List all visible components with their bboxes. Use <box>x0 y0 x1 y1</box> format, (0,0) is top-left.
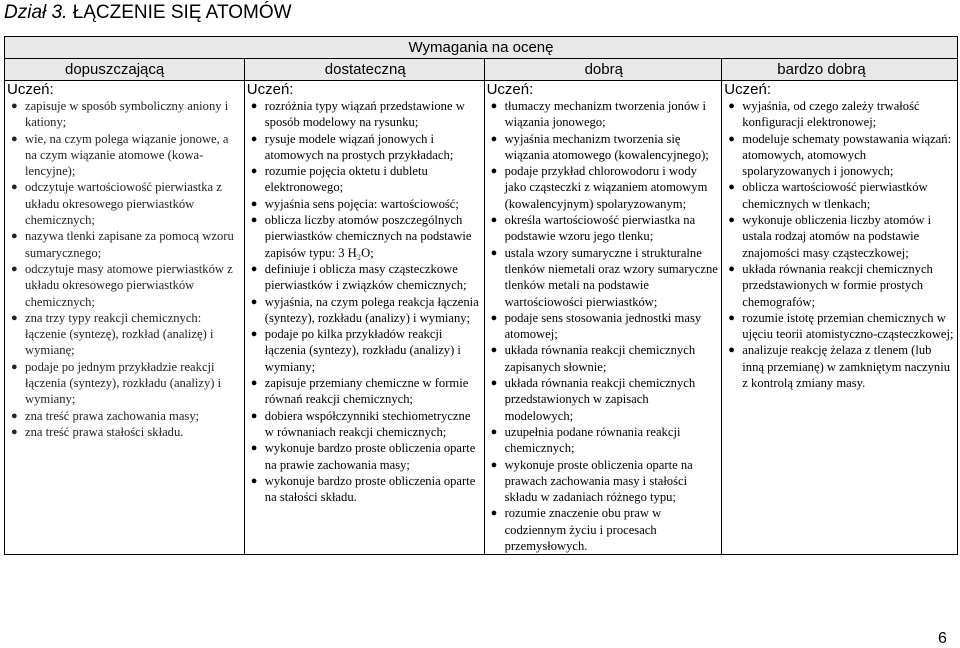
bullet-dot-icon: ● <box>490 507 498 520</box>
requirement-item <box>11 98 242 131</box>
bullet-dot-icon: ● <box>728 100 735 112</box>
requirement-item <box>490 131 720 164</box>
bullet-dot-icon: ● <box>11 425 18 438</box>
requirement-item <box>11 408 242 424</box>
requirement-item <box>728 212 955 261</box>
requirement-text: tłumaczy mechanizm tworzenia jonów i wiązania jonowego; <box>504 99 706 130</box>
requirement-text: rysuje modele wiązań jonowych i atomowych na prostych przykładach; <box>264 131 454 162</box>
bullet-dot-icon: ● <box>728 344 735 357</box>
requirement-text: rozróżnia typy wiązań przedstawione w sposób modelowy na rysunku; <box>264 99 465 130</box>
requirement-text: odczytuje masy atomowe pierwiastków z układu okresowego pierwiastków chemicznych; <box>25 261 233 309</box>
bullet-dot-icon: ● <box>490 425 498 438</box>
requirement-item <box>728 98 955 131</box>
banner-row <box>5 37 958 59</box>
requirement-text: wykonuje proste obliczenia oparte na prawach zachowania masy i stałości składu w zadaniach różnego typu; <box>504 457 693 505</box>
page-number: 6 <box>938 630 947 647</box>
bullet-dot-icon: ● <box>11 311 18 324</box>
requirement-item <box>728 342 955 391</box>
requirement-text: układa równania reakcji chemicznych zapisanych słownie; <box>504 343 696 374</box>
requirement-item <box>11 359 242 408</box>
requirement-item <box>11 179 242 228</box>
requirement-text: dobiera współczynniki stechiometryczne w równaniach reakcji chemicznych; <box>264 408 471 439</box>
requirement-item <box>490 375 720 424</box>
bullet-dot-icon: ● <box>11 360 18 373</box>
requirement-item <box>250 408 482 441</box>
requirement-text: wyjaśnia mechanizm tworzenia się wiązania atomowego (kowalencyjnego); <box>504 131 709 162</box>
bullet-dot-icon: ● <box>250 409 258 422</box>
bullet-dot-icon: ● <box>490 311 498 324</box>
bullet-dot-icon: ● <box>490 344 498 357</box>
requirement-item <box>728 261 955 310</box>
requirement-text: rozumie istotę przemian chemicznych w ujęciu teorii atomistyczno-cząsteczkowej; <box>742 310 954 342</box>
requirement-item <box>490 457 720 506</box>
bullet-dot-icon: ● <box>490 377 498 390</box>
page-title <box>4 2 292 24</box>
requirement-item <box>11 310 242 359</box>
requirement-text: wyjaśnia, na czym polega reakcja łączenia (syntezy), rozkładu (analizy) i wymiany; <box>264 294 479 325</box>
requirement-text: rozumie pojęcia oktetu i dubletu elektronowego; <box>264 164 428 195</box>
requirements-table <box>4 36 958 555</box>
requirement-text: nazywa tlenki zapisane za pomocą wzoru sumarycznego; <box>25 229 234 260</box>
requirement-item <box>490 212 720 245</box>
bullet-dot-icon: ● <box>490 214 498 227</box>
bullet-dot-icon: ● <box>11 230 18 243</box>
requirement-text: zna treść prawa stałości składu. <box>25 424 184 439</box>
requirement-text: wykonuje bardzo proste obliczenia oparte na prawie zachowania masy; <box>264 441 476 472</box>
bullet-dot-icon: ● <box>490 100 498 112</box>
bullet-dot-icon: ● <box>250 165 258 178</box>
requirement-item <box>490 310 720 343</box>
requirement-item <box>250 131 482 164</box>
requirement-text: oblicza liczby atomów poszczególnych pierwiastków chemicznych na podstawie zapisów typu: 3 H₂O; <box>264 213 472 260</box>
requirement-item <box>728 310 955 343</box>
requirement-text: wykonuje bardzo proste obliczenia oparte na stałości składu. <box>264 473 476 505</box>
grade-header: dopuszczającą <box>5 59 245 81</box>
column-heading: Uczeń: <box>486 81 534 98</box>
bullet-dot-icon: ● <box>11 409 18 422</box>
bullet-dot-icon: ● <box>728 132 735 145</box>
requirements-list <box>722 98 957 391</box>
requirement-item <box>11 228 242 261</box>
requirement-item <box>11 261 242 310</box>
requirements-column <box>244 81 484 555</box>
requirement-text: modeluje schematy powstawania wiązań: atomowych, atomowych spolaryzowanych i jonowych; <box>742 131 952 179</box>
requirement-item <box>11 424 242 440</box>
requirements-column <box>484 81 722 555</box>
requirement-item <box>250 98 482 131</box>
requirement-item <box>490 163 720 212</box>
requirement-text: wykonuje obliczenia liczby atomów i ustala rodzaj atomów na podstawie znajomości masy cząsteczkowej; <box>742 213 932 260</box>
requirement-item <box>250 326 482 375</box>
requirement-text: odczytuje wartościowość pierwiastka z układu okresowego pierwiastków chemicznych; <box>25 180 222 228</box>
requirement-text: układa równania reakcji chemicznych przedstawionych w zapisach modelowych; <box>504 376 696 423</box>
grades-row <box>5 59 958 81</box>
requirement-text: definiuje i oblicza masy cząsteczkowe pierwiastków i związków chemicznych; <box>264 261 467 293</box>
requirement-text: podaje po jednym przykładzie reakcji łączenia (syntezy), rozkładu (analizy) i wymiany; <box>25 359 222 407</box>
column-heading: Uczeń: <box>7 81 54 98</box>
bullet-dot-icon: ● <box>250 132 258 145</box>
requirement-item <box>250 473 482 506</box>
bullet-dot-icon: ● <box>11 262 18 275</box>
bullet-dot-icon: ● <box>490 132 498 145</box>
requirement-item <box>250 294 482 327</box>
bullet-dot-icon: ● <box>490 458 498 471</box>
requirement-item <box>728 131 955 180</box>
requirement-item <box>728 179 955 212</box>
grade-header: dostateczną <box>244 59 484 81</box>
requirements-column <box>722 81 958 555</box>
bullet-dot-icon: ● <box>11 181 18 194</box>
requirement-item <box>250 196 482 212</box>
requirement-text: uzupełnia podane równania reakcji chemicznych; <box>504 424 681 456</box>
requirement-text: zna treść prawa zachowania masy; <box>25 408 200 423</box>
table-banner: Wymagania na ocenę <box>5 37 958 59</box>
requirement-item <box>250 375 482 408</box>
requirements-list <box>485 98 722 554</box>
requirement-text: określa wartościowość pierwiastka na podstawie wzoru jego tlenku; <box>504 213 696 244</box>
requirement-item <box>490 342 720 375</box>
bullet-dot-icon: ● <box>250 442 258 455</box>
requirement-text: zapisuje przemiany chemiczne w formie równań reakcji chemicznych; <box>264 376 469 407</box>
section-title: ŁĄCZENIE SIĘ ATOMÓW <box>72 2 292 23</box>
requirement-item <box>490 424 720 457</box>
grade-header: dobrą <box>484 59 722 81</box>
requirements-column <box>5 81 245 555</box>
bullet-dot-icon: ● <box>728 214 735 227</box>
bullet-dot-icon: ● <box>250 377 258 390</box>
requirement-text: wyjaśnia sens pojęcia: wartościowość; <box>264 196 459 211</box>
requirement-text: ustala wzory sumaryczne i strukturalne tlenków niemetali oraz wzory sumaryczne tlenków metali na podstawie wartościowości pierwiastków; <box>504 245 718 309</box>
column-heading: Uczeń: <box>246 81 294 98</box>
grade-header: bardzo dobrą <box>722 59 958 81</box>
bullet-dot-icon: ● <box>250 474 258 487</box>
bullet-dot-icon: ● <box>11 132 18 145</box>
bullet-dot-icon: ● <box>11 100 18 112</box>
requirement-item <box>250 261 482 294</box>
section-label: Dział 3. <box>4 2 68 23</box>
requirement-item <box>490 98 720 131</box>
content-row <box>5 81 958 555</box>
requirement-text: wyjaśnia, od czego zależy trwałość konfiguracji elektronowej; <box>742 99 920 130</box>
bullet-dot-icon: ● <box>250 328 258 341</box>
requirements-list <box>5 98 244 440</box>
requirement-text: zna trzy typy reakcji chemicznych: łączenie (syntezę), rozkład (analizę) i wymianę; <box>25 310 214 358</box>
requirement-text: analizuje reakcję żelaza z tlenem (lub inną przemianę) w zamkniętym naczyniu z kontrolą zmiany masy. <box>742 343 951 391</box>
bullet-dot-icon: ● <box>490 165 498 178</box>
requirement-item <box>250 212 482 261</box>
requirement-text: rozumie znaczenie obu praw w codziennym życiu i procesach przemysłowych. <box>504 506 662 554</box>
requirements-list <box>245 98 484 505</box>
requirement-text: zapisuje w sposób symboliczny aniony i kationy; <box>25 99 229 130</box>
column-heading: Uczeń: <box>724 81 771 98</box>
requirement-item <box>250 163 482 196</box>
requirement-text: podaje sens stosowania jednostki masy atomowej; <box>504 310 702 342</box>
bullet-dot-icon: ● <box>250 262 258 275</box>
requirement-text: podaje po kilka przykładów reakcji łączenia (syntezy), rozkładu (analizy) i wymiany; <box>264 327 461 374</box>
requirement-item <box>250 440 482 473</box>
bullet-dot-icon: ● <box>250 197 258 210</box>
requirement-item <box>490 505 720 554</box>
bullet-dot-icon: ● <box>728 311 735 324</box>
bullet-dot-icon: ● <box>490 246 498 259</box>
requirement-text: wie, na czym polega wiązanie jonowe, a na czym wiązanie atomowe (kowalencyjne); <box>25 131 229 179</box>
bullet-dot-icon: ● <box>728 181 735 194</box>
requirement-item <box>11 131 242 180</box>
bullet-dot-icon: ● <box>250 214 258 227</box>
bullet-dot-icon: ● <box>728 262 735 275</box>
requirement-text: podaje przykład chlorowodoru i wody jako cząsteczki z wiązaniem atomowym (kowalencyjnym) spolaryzowanym; <box>504 164 708 211</box>
requirement-text: układa równania reakcji chemicznych przedstawionych w formie prostych chemografów; <box>742 261 933 309</box>
requirement-item <box>490 245 720 310</box>
bullet-dot-icon: ● <box>250 295 258 308</box>
bullet-dot-icon: ● <box>250 100 258 112</box>
requirement-text: oblicza wartościowość pierwiastków chemicznych w tlenkach; <box>742 180 928 211</box>
